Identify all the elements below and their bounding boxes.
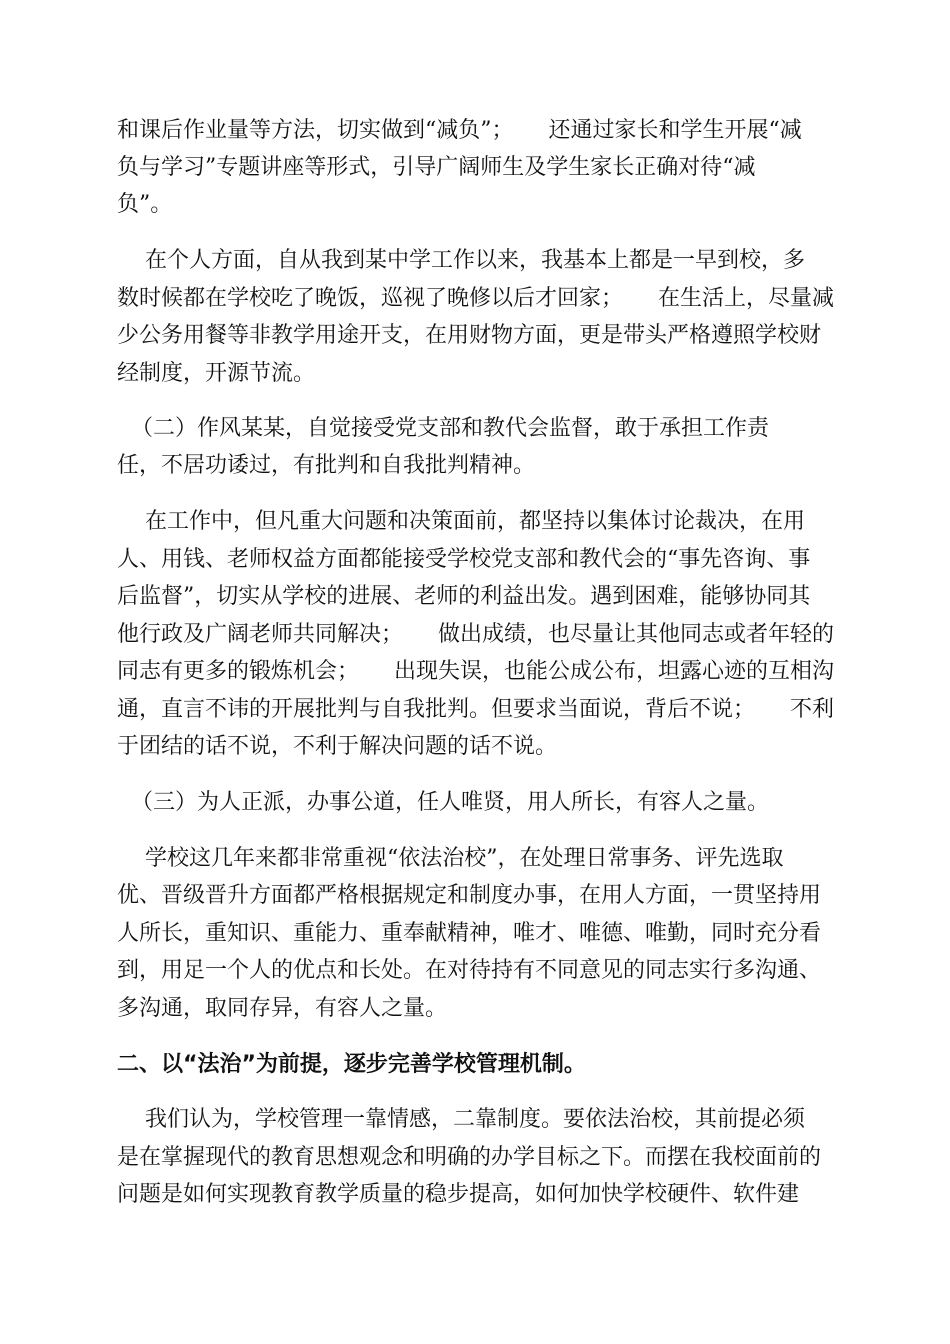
text-line: 学校这几年来都非常重视“依法治校”，在处理日常事务、评先选取 [117,846,784,871]
text-line: 人所长，重知识、重能力、重奉献精神，唯才、唯德、唯勤，同时充分看 [117,921,822,946]
section-heading: （二）作风某某，自觉接受党支部和教代会监督，敢于承担工作责 [117,416,769,441]
text-line: 同志有更多的锻炼机会； 出现失误，也能公成公布，坦露心迹的互相沟 [117,659,834,684]
text-line: 到，用足一个人的优点和长处。在对待持有不同意见的同志实行多沟通、 [117,958,822,983]
text-line: 少公务用餐等非教学用途开支，在用财物方面，更是带头严格遵照学校财 [117,323,822,348]
text-line: 人、用钱、老师权益方面都能接受学校党支部和教代会的“事先咨询、事 [117,547,811,572]
section-heading: （三）为人正派，办事公道，任人唯贤，用人所长，有容人之量。 [117,790,769,815]
text-line: 经制度，开源节流。 [117,361,316,386]
text-line: 在工作中，但凡重大问题和决策面前，都坚持以集体讨论裁决，在用 [117,509,805,534]
text-line: 于团结的话不说，不利于解决问题的话不说。 [117,734,558,759]
text-line: 在个人方面，自从我到某中学工作以来，我基本上都是一早到校，多 [117,248,805,273]
text-line: 问题是如何实现教育教学质量的稳步提高，如何加快学校硬件、软件建 [117,1182,800,1207]
text-line: 后监督”，切实从学校的进展、老师的利益出发。遇到困难，能够协同其 [117,584,811,609]
text-line: 优、晋级晋升方面都严格根据规定和制度办事，在用人方面，一贯坚持用 [117,883,822,908]
text-line: 和课后作业量等方法，切实做到“减负”； 还通过家长和学生开展“减 [117,118,802,143]
text-line: 通，直言不讳的开展批判与自我批判。但要求当面说，背后不说； 不利 [117,697,834,722]
text-line: 负”。 [117,192,173,217]
text-line: 是在掌握现代的教育思想观念和明确的办学目标之下。而摆在我校面前的 [117,1145,822,1170]
text-line: 任，不居功诿过，有批判和自我批判精神。 [117,453,536,478]
text-line: 他行政及广阔老师共同解决； 做出成绩，也尽量让其他同志或者年轻的 [117,622,834,647]
text-line: 我们认为，学校管理一靠情感，二靠制度。要依法治校，其前提必须 [117,1107,805,1132]
text-line: 负与学习”专题讲座等形式，引导广阔师生及学生家长正确对待“减 [117,155,756,180]
text-line: 数时候都在学校吃了晚饭，巡视了晚修以后才回家； 在生活上，尽量减 [117,286,834,311]
chapter-heading: 二、以“法治”为前提，逐步完善学校管理机制。 [117,1052,586,1077]
text-line: 多沟通，取同存异，有容人之量。 [117,996,448,1021]
